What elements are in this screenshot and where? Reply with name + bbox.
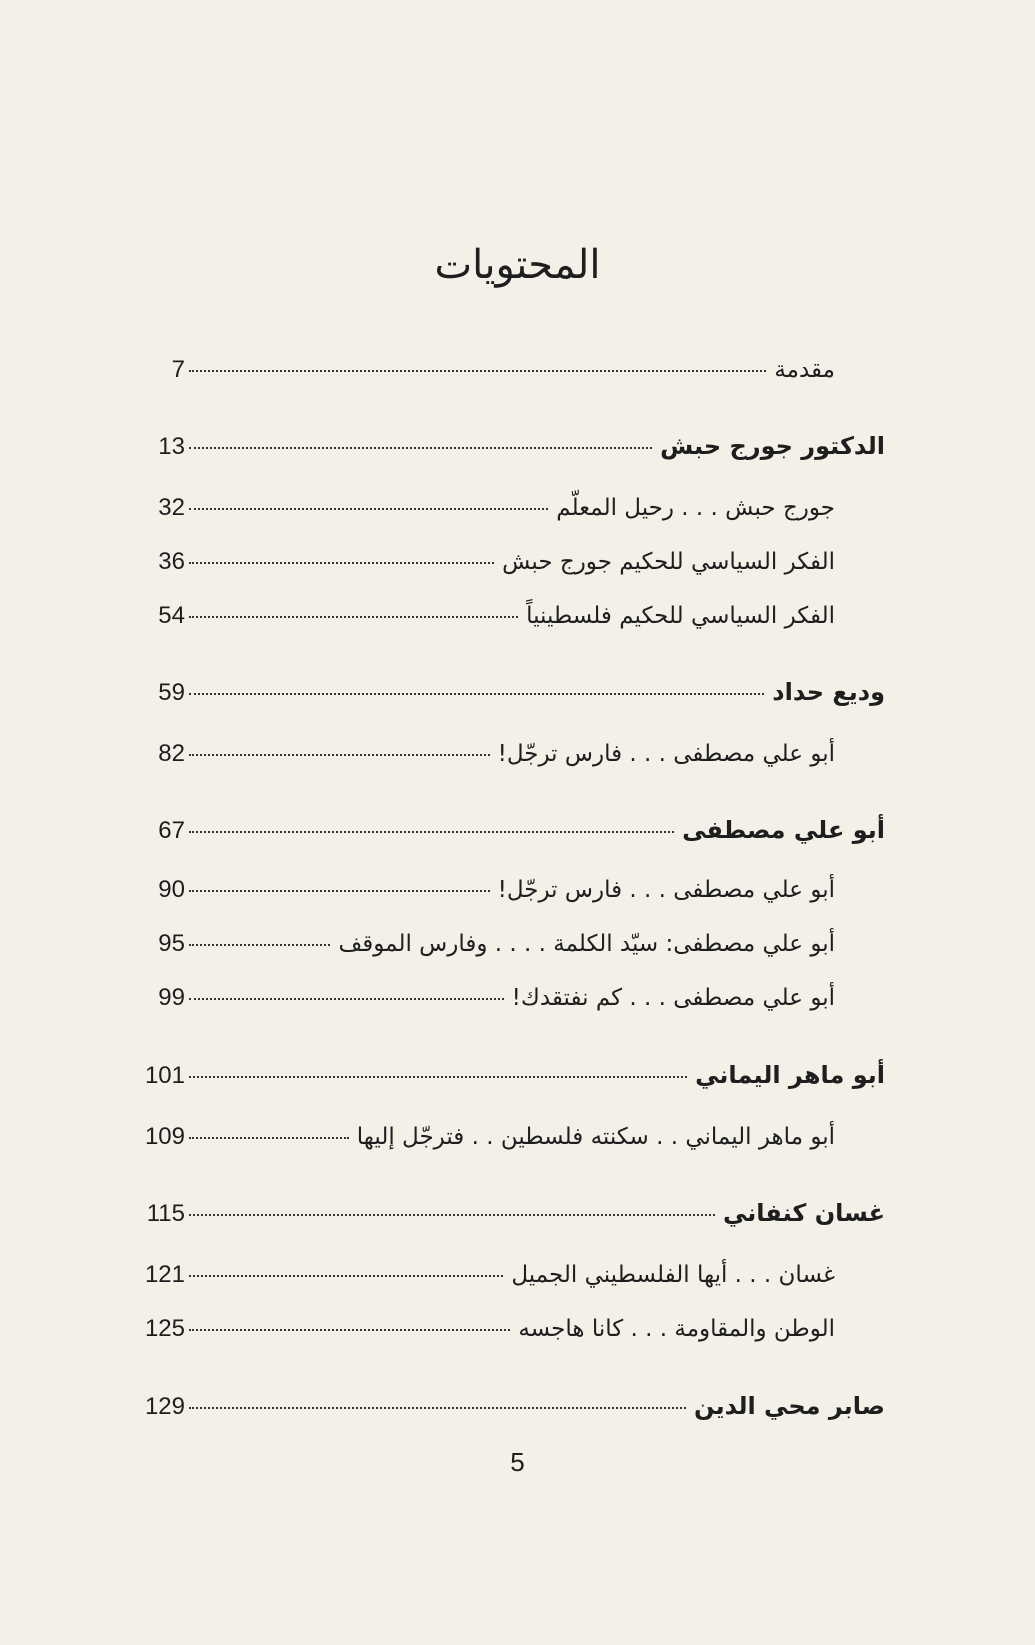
toc-entry-label: غسان . . . أيها الفلسطيني الجميل [511, 1262, 835, 1288]
toc-entry-label: مقدمة [774, 357, 835, 383]
toc-entry[interactable] [140, 740, 885, 768]
dot-leader [189, 1214, 715, 1216]
dot-leader [189, 831, 674, 833]
toc-entry[interactable] [140, 1261, 885, 1289]
dot-leader [189, 1076, 687, 1078]
toc-entry-page: 101 [144, 1062, 185, 1089]
toc-entry[interactable] [140, 356, 885, 384]
toc-entry[interactable] [140, 984, 885, 1012]
toc-entry[interactable] [140, 602, 885, 630]
toc-entry-label: أبو علي مصطفى [682, 816, 885, 844]
toc-entry-page: 36 [158, 548, 185, 575]
toc-entry[interactable] [140, 1123, 885, 1151]
toc-entry-page: 90 [158, 876, 185, 903]
toc-entry[interactable] [140, 1199, 885, 1228]
toc-entry-label: الوطن والمقاومة . . . كانا هاجسه [518, 1316, 835, 1342]
dot-leader [189, 754, 490, 756]
toc-entry-page: 54 [158, 602, 185, 629]
toc-entry-page: 59 [158, 679, 185, 706]
toc-entry-page: 125 [144, 1315, 185, 1342]
dot-leader [189, 508, 548, 510]
toc-entry-label: غسان كنفاني [723, 1199, 885, 1227]
toc-entry[interactable] [140, 1315, 885, 1343]
toc-entry-page: 129 [144, 1393, 185, 1420]
toc-entry-label: أبو علي مصطفى . . . فارس ترجّل! [497, 877, 835, 903]
toc-entry-page: 109 [144, 1123, 185, 1150]
toc-entry-label: جورج حبش . . . رحيل المعلّم [556, 495, 835, 521]
dot-leader [189, 370, 766, 372]
toc-entry[interactable] [140, 548, 885, 576]
toc-entry[interactable] [140, 494, 885, 522]
toc-entry-page: 13 [158, 433, 185, 460]
toc-entry[interactable] [140, 1392, 885, 1421]
toc-entry[interactable] [140, 930, 885, 958]
toc-entry-page: 82 [158, 740, 185, 767]
dot-leader [189, 890, 490, 892]
toc-entry-page: 115 [146, 1200, 185, 1227]
toc-entry[interactable] [140, 1061, 885, 1090]
toc-entry-page: 32 [158, 494, 185, 521]
toc-entry-label: الفكر السياسي للحكيم فلسطينياً [526, 603, 835, 629]
toc-entry-label: صابر محي الدين [693, 1392, 885, 1420]
toc-entry-page: 99 [158, 984, 185, 1011]
toc-entry-page: 7 [171, 356, 185, 383]
dot-leader [189, 944, 330, 946]
dot-leader [189, 998, 504, 1000]
toc-entry-label: الدكتور جورج حبش [660, 432, 885, 460]
toc-entry[interactable] [140, 816, 885, 845]
dot-leader [189, 562, 494, 564]
dot-leader [189, 447, 652, 449]
toc-entry[interactable] [140, 432, 885, 461]
toc-entry-label: أبو ماهر اليماني [695, 1061, 885, 1089]
toc-entry-label: أبو علي مصطفى . . . فارس ترجّل! [497, 741, 835, 767]
toc-entry-page: 121 [144, 1261, 185, 1288]
dot-leader [189, 1137, 349, 1139]
dot-leader [189, 1329, 510, 1331]
toc-entry-page: 95 [158, 930, 185, 957]
dot-leader [189, 616, 518, 618]
page-number: 5 [510, 1447, 525, 1477]
toc-entry-label: أبو علي مصطفى: سيّد الكلمة . . . . وفارس الموقف [338, 931, 835, 957]
toc-entry-label: الفكر السياسي للحكيم جورج حبش [502, 549, 835, 575]
dot-leader [189, 1275, 503, 1277]
page-title: المحتويات [434, 242, 601, 288]
toc-entry-label: وديع حداد [772, 678, 885, 706]
toc-entry[interactable] [140, 876, 885, 904]
toc-entry[interactable] [140, 678, 885, 707]
dot-leader [189, 693, 764, 695]
toc-entry-label: أبو ماهر اليماني . . سكنته فلسطين . . فترجّل إليها [356, 1124, 835, 1150]
dot-leader [189, 1407, 686, 1409]
toc-entry-page: 67 [158, 817, 185, 844]
toc-entry-label: أبو علي مصطفى . . . كم نفتقدك! [511, 985, 835, 1011]
